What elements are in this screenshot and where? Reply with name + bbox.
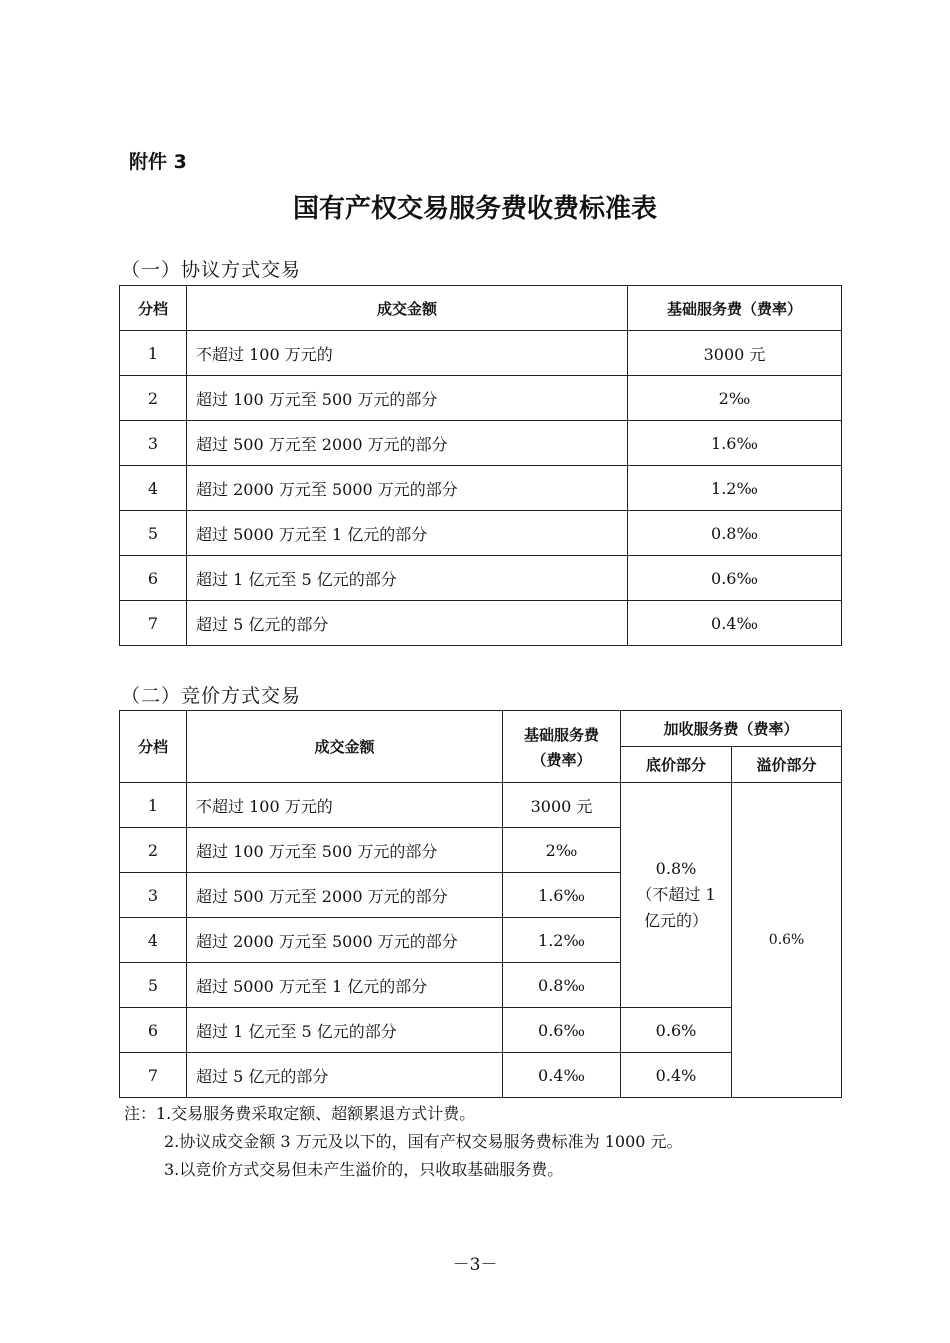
header-tier: 分档	[120, 711, 187, 783]
tier-cell: 3	[120, 873, 187, 918]
header-amount: 成交金额	[187, 711, 503, 783]
note-1: 注：1.交易服务费采取定额、超额累退方式计费。	[124, 1104, 476, 1123]
attachment-label: 附件 3	[129, 151, 187, 173]
amount-cell: 不超过 100 万元的	[187, 331, 628, 376]
tier-cell: 5	[120, 963, 187, 1008]
tier-cell: 2	[120, 828, 187, 873]
fee-cell: 0.8‰	[503, 963, 621, 1008]
premium-merged-cell: 0.6%	[732, 783, 842, 1098]
amount-cell: 超过 100 万元至 500 万元的部分	[187, 828, 503, 873]
header-tier: 分档	[120, 286, 187, 331]
header-extra-fee: 加收服务费（费率）	[621, 711, 842, 747]
table-row	[120, 556, 842, 601]
tier-cell: 4	[120, 466, 187, 511]
fee-cell: 3000 元	[628, 331, 842, 376]
header-base-fee: 基础服务费（费率）	[628, 286, 842, 331]
floor-cell: 0.4%	[621, 1053, 732, 1098]
table-header-row	[120, 286, 842, 331]
tier-cell: 6	[120, 1008, 187, 1053]
table-header-row	[120, 711, 842, 747]
fee-cell: 0.6‰	[628, 556, 842, 601]
table-row	[120, 466, 842, 511]
table-row	[120, 601, 842, 646]
floor-cell: 0.6%	[621, 1008, 732, 1053]
section2-heading: （二）竞价方式交易	[121, 685, 302, 707]
notes	[124, 1100, 683, 1184]
note-3: 3.以竞价方式交易但未产生溢价的，只收取基础服务费。	[164, 1160, 564, 1179]
amount-cell: 超过 5 亿元的部分	[187, 1053, 503, 1098]
amount-cell: 超过 2000 万元至 5000 万元的部分	[187, 918, 503, 963]
fee-cell: 0.6‰	[503, 1008, 621, 1053]
floor-merged-cell	[621, 783, 732, 1008]
fee-cell: 1.6‰	[503, 873, 621, 918]
tier-cell: 1	[120, 331, 187, 376]
fee-cell: 1.2‰	[503, 918, 621, 963]
amount-cell: 超过 5000 万元至 1 亿元的部分	[187, 511, 628, 556]
tier-cell: 6	[120, 556, 187, 601]
tier-cell: 2	[120, 376, 187, 421]
floor-rate: 0.8%	[655, 859, 697, 878]
fee-cell: 1.6‰	[628, 421, 842, 466]
amount-cell: 超过 5000 万元至 1 亿元的部分	[187, 963, 503, 1008]
fee-cell: 0.8‰	[628, 511, 842, 556]
amount-cell: 超过 2000 万元至 5000 万元的部分	[187, 466, 628, 511]
amount-cell: 超过 500 万元至 2000 万元的部分	[187, 421, 628, 466]
fee-cell: 2‰	[503, 828, 621, 873]
header-base-fee	[503, 711, 621, 783]
amount-cell: 超过 100 万元至 500 万元的部分	[187, 376, 628, 421]
floor-condition-line2: 亿元的）	[643, 911, 708, 930]
agreement-fee-table	[119, 285, 842, 646]
table-row	[120, 511, 842, 556]
table-row	[120, 421, 842, 466]
header-amount: 成交金额	[187, 286, 628, 331]
fee-cell: 0.4‰	[628, 601, 842, 646]
amount-cell: 不超过 100 万元的	[187, 783, 503, 828]
fee-cell: 2‰	[628, 376, 842, 421]
fee-cell: 1.2‰	[628, 466, 842, 511]
header-floor: 底价部分	[621, 747, 732, 783]
page-number: －3－	[452, 1255, 498, 1275]
tier-cell: 1	[120, 783, 187, 828]
tier-cell: 7	[120, 1053, 187, 1098]
document-title: 国有产权交易服务费收费标准表	[292, 194, 657, 224]
note-2: 2.协议成交金额 3 万元及以下的，国有产权交易服务费标准为 1000 元。	[164, 1132, 683, 1151]
table-row	[120, 331, 842, 376]
table-row	[120, 783, 842, 828]
amount-cell: 超过 5 亿元的部分	[187, 601, 628, 646]
amount-cell: 超过 1 亿元至 5 亿元的部分	[187, 556, 628, 601]
floor-condition-line1: （不超过 1	[636, 885, 716, 904]
header-base-fee-line1: 基础服务费	[523, 725, 599, 744]
section1-heading: （一）协议方式交易	[121, 259, 302, 281]
tier-cell: 3	[120, 421, 187, 466]
header-premium: 溢价部分	[732, 747, 842, 783]
tier-cell: 5	[120, 511, 187, 556]
amount-cell: 超过 1 亿元至 5 亿元的部分	[187, 1008, 503, 1053]
fee-cell: 0.4‰	[503, 1053, 621, 1098]
fee-cell: 3000 元	[503, 783, 621, 828]
auction-fee-table	[119, 710, 842, 1098]
tier-cell: 7	[120, 601, 187, 646]
tier-cell: 4	[120, 918, 187, 963]
amount-cell: 超过 500 万元至 2000 万元的部分	[187, 873, 503, 918]
header-base-fee-line2: （费率）	[531, 750, 592, 769]
table-row	[120, 376, 842, 421]
